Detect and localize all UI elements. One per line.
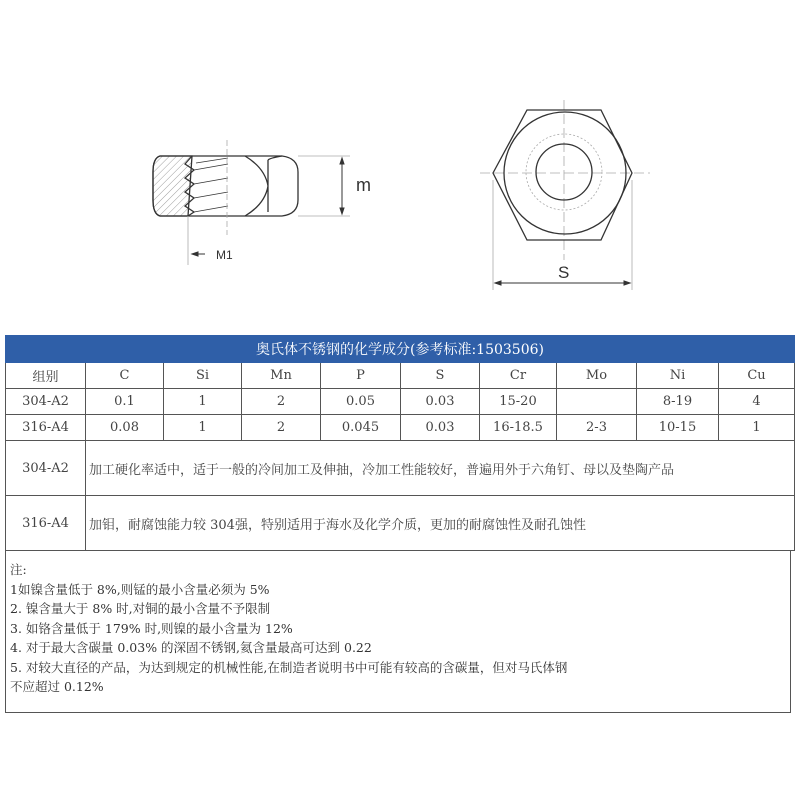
table-cell: 2-3 <box>557 415 637 441</box>
table-cell: 10-15 <box>637 415 719 441</box>
table-cell: 0.03 <box>401 389 480 415</box>
column-header: S <box>401 363 480 389</box>
nut-top-view <box>493 110 632 240</box>
note-item: 2. 镍含量大于 8% 时,对铜的最小含量不予限制 <box>10 601 271 616</box>
chemical-composition-table <box>5 335 795 551</box>
table-cell: 0.045 <box>321 415 401 441</box>
table-cell: 0.08 <box>86 415 164 441</box>
table-cell: 1 <box>164 389 242 415</box>
description-grade: 304-A2 <box>6 441 86 496</box>
column-header: Ni <box>637 363 719 389</box>
description-text: 加工硬化率适中，适于一般的冷间加工及伸抽，冷加工性能较好，普遍用外于六角钉、母以及垫陶产品 <box>86 441 795 496</box>
table-cell: 4 <box>719 389 795 415</box>
note-item: 5. 对较大直径的产品，为达到规定的机械性能,在制造者说明书中可能有较高的含碳量，但对马氏体钢 <box>10 659 568 675</box>
table-row <box>6 389 795 415</box>
table-cell: 304-A2 <box>6 389 86 415</box>
table-header-row <box>6 363 795 389</box>
table-cell: 15-20 <box>480 389 557 415</box>
note-item: 1如镍含量低于 8%,则锰的最小含量必须为 5% <box>10 581 270 597</box>
table-cell: 2 <box>242 415 321 441</box>
description-row <box>6 496 795 551</box>
table-cell: 8-19 <box>637 389 719 415</box>
column-header: P <box>321 363 401 389</box>
column-header: Cu <box>719 363 795 389</box>
column-header: Mo <box>557 363 637 389</box>
table-cell: 16-18.5 <box>480 415 557 441</box>
column-header: Si <box>164 363 242 389</box>
description-row <box>6 441 795 496</box>
column-header: Mn <box>242 363 321 389</box>
dimension-m-label: m <box>356 175 371 195</box>
description-text: 加钼，耐腐蚀能力较 304强，特别适用于海水及化学介质，更加的耐腐蚀性及耐孔蚀性 <box>86 496 795 551</box>
table-title: 奥氏体不锈钢的化学成分(参考标准:1503506) <box>6 336 795 363</box>
table-cell: 1 <box>719 415 795 441</box>
column-header: C <box>86 363 164 389</box>
description-grade: 316-A4 <box>6 496 86 551</box>
note-item: 不应超过 0.12% <box>10 679 104 694</box>
table-cell <box>557 389 637 415</box>
note-item: 4. 对于最大含碳量 0.03% 的深固不锈钢,氦含量最高可达到 0.22 <box>10 640 372 655</box>
notes-heading: 注: <box>10 562 27 577</box>
table-cell: 0.05 <box>321 389 401 415</box>
table-cell: 1 <box>164 415 242 441</box>
table-cell: 316-A4 <box>6 415 86 441</box>
column-header: Cr <box>480 363 557 389</box>
table-cell: 2 <box>242 389 321 415</box>
table-cell: 0.1 <box>86 389 164 415</box>
note-item: 3. 如铬含量低于 179% 时,则镍的最小含量为 12% <box>10 620 293 636</box>
notes-section <box>5 550 791 713</box>
nut-side-view <box>153 156 298 216</box>
dimension-s-label: S <box>558 263 570 282</box>
hex-nut-drawing <box>0 0 800 330</box>
table-row <box>6 415 795 441</box>
dimension-m1-label: M1 <box>216 248 233 262</box>
table-cell: 0.03 <box>401 415 480 441</box>
column-header: 组别 <box>6 363 86 389</box>
